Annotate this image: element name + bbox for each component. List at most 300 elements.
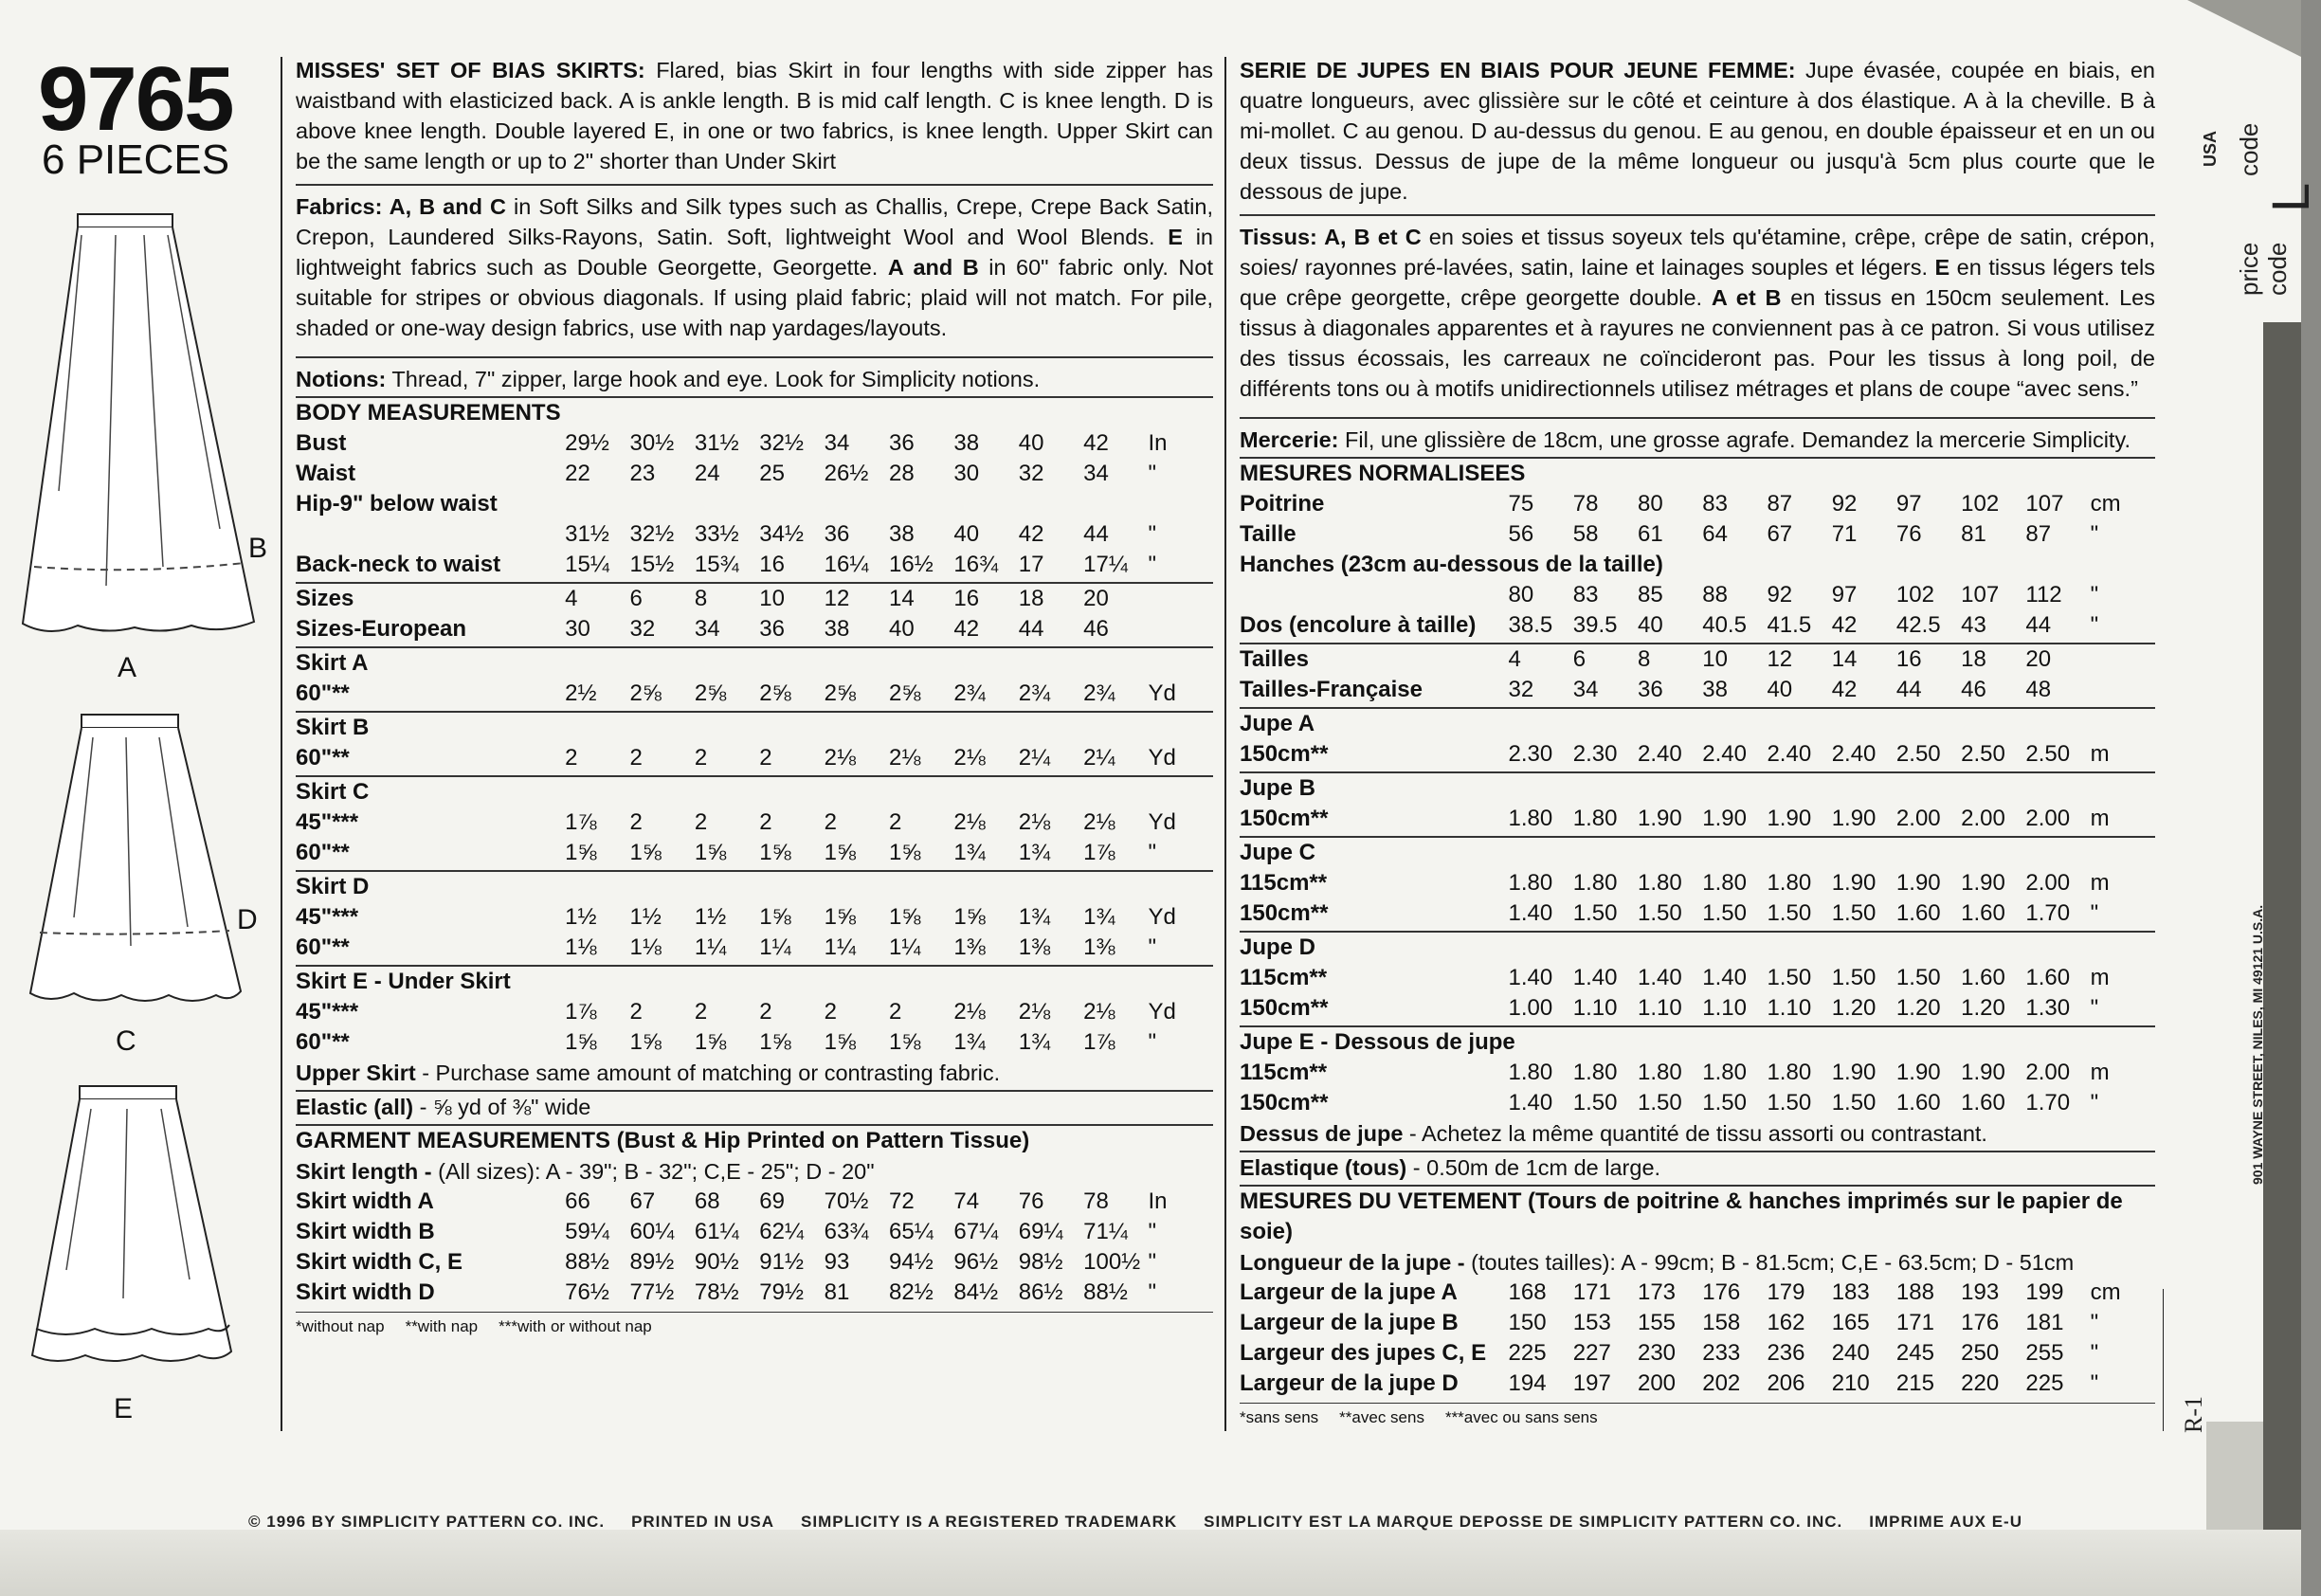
row-value: 1.40	[1508, 900, 1553, 926]
row-value: 2⅛	[1018, 999, 1051, 1025]
measure-row	[296, 838, 1213, 868]
yardage-table	[1240, 739, 2155, 770]
row-label: Taille	[1240, 521, 1296, 547]
row-label: 60"**	[296, 1029, 350, 1055]
row-value: 76½	[565, 1279, 609, 1305]
row-value: 30	[953, 461, 980, 486]
divider-right	[2163, 1289, 2164, 1431]
letter-c: C	[116, 1025, 136, 1057]
row-label: Poitrine	[1240, 491, 1325, 517]
row-value: 93	[824, 1249, 850, 1275]
row-value: 2½	[565, 680, 597, 706]
row-value: 1½	[694, 904, 727, 930]
row-value: 16	[759, 552, 785, 577]
row-value: 38.5	[1508, 612, 1553, 638]
row-value: 1.80	[1767, 1060, 1812, 1085]
measure-row	[1240, 675, 2155, 705]
row-label: Hanches (23cm au-dessous de la taille)	[1240, 552, 1663, 577]
row-value: 1¼	[694, 934, 727, 960]
row-value: 1⅞	[565, 999, 597, 1025]
row-value: 1⅝	[824, 904, 856, 930]
row-value: 255	[2025, 1340, 2064, 1366]
row-value: 1.60	[1961, 900, 2005, 926]
row-value: 2⅛	[1018, 809, 1051, 835]
row-value	[1019, 489, 1083, 519]
row-value: 2⅛	[953, 745, 986, 771]
row-value: 38	[953, 430, 980, 456]
row-value: 112	[2025, 582, 2062, 608]
row-unit: Yd	[1148, 999, 1176, 1025]
row-unit: "	[1148, 552, 1157, 577]
yardage-table	[296, 997, 1213, 1058]
row-value: 4	[565, 586, 578, 611]
yardage-table	[1240, 868, 2155, 929]
row-unit: cm	[2090, 491, 2121, 517]
row-value: 245	[1895, 1340, 1934, 1366]
fabrics-en: Fabrics: A, B and C in Soft Silks and Silk types such as Challis, Crepe, Crepe Back Satin, Crepon, Laundered Silks-Rayons, Satin. Soft, lightweight Wool and Wool Blends. E in lightweight fabrics such as Double Georgette, Georgette. A and B in 60" fabric only. Not suitable for stripes or obvious diagonals. If using plaid fabric; plaid will not match. For pile, shaded or one-way design fabrics, use with nap yardages/layouts.	[296, 194, 1213, 340]
row-value: 162	[1767, 1310, 1805, 1335]
copyright-line: © 1996 BY SIMPLICITY PATTERN CO. INC. PRINTED IN USA SIMPLICITY IS A REGISTERED TRADEMARK SIMPLICITY EST LA MARQUE DEPOSSE DE SIMPLICITY PATTERN CO. INC. IMPRIME AUX E-U	[248, 1513, 2022, 1531]
row-value: 81	[824, 1279, 850, 1305]
row-value: 215	[1895, 1370, 1934, 1396]
yardage-heading: Jupe D	[1240, 934, 1316, 960]
row-unit: m	[2090, 965, 2110, 990]
scan-edge	[2263, 322, 2301, 1596]
row-label: 150cm**	[1240, 806, 1329, 831]
row-value	[695, 489, 759, 519]
measure-row	[296, 1247, 1213, 1278]
row-unit: "	[1148, 1279, 1157, 1305]
nap-footnote-fr: *sans sens **avec sens ***avec ou sans sens	[1240, 1408, 1598, 1426]
row-value: 1.80	[1508, 806, 1553, 831]
row-unit: "	[1148, 521, 1157, 547]
row-value: 1.40	[1637, 965, 1682, 990]
row-label: Skirt width A	[296, 1188, 434, 1214]
row-value: 60¼	[629, 1219, 675, 1244]
row-value: 61¼	[694, 1219, 739, 1244]
row-value: 1¼	[759, 934, 791, 960]
measure-row	[296, 550, 1213, 580]
row-value: 1.80	[1767, 870, 1812, 896]
row-value: 1⅜	[953, 934, 986, 960]
code-label: code	[2235, 122, 2263, 176]
row-label	[1240, 580, 1509, 610]
row-value: 1⅝	[824, 840, 856, 865]
row-value: 1.50	[1702, 1090, 1747, 1115]
row-value: 1.20	[1831, 995, 1877, 1021]
row-value: 32	[1508, 677, 1534, 702]
row-value: 84½	[953, 1279, 999, 1305]
row-value: 194	[1508, 1370, 1547, 1396]
row-value: 40	[1018, 430, 1044, 456]
row-value: 42	[953, 616, 980, 642]
measure-row	[1240, 963, 2155, 993]
row-value: 202	[1702, 1370, 1741, 1396]
measure-row	[296, 902, 1213, 933]
row-value: 1.40	[1702, 965, 1747, 990]
row-value: 28	[889, 461, 915, 486]
row-label: 60"**	[296, 840, 350, 865]
row-value: 1.50	[1572, 1090, 1618, 1115]
row-value: 1.50	[1767, 1090, 1812, 1115]
row-value: 155	[1637, 1310, 1677, 1335]
yardage-table	[296, 679, 1213, 709]
yardage-heading: Skirt C	[296, 779, 370, 805]
row-value: 17¼	[1083, 552, 1128, 577]
row-label: 45"***	[296, 999, 359, 1025]
row-value: 1⅝	[759, 1029, 791, 1055]
row-value: 76	[1895, 521, 1922, 547]
elastic-en: Elastic (all) - ⅝ yd of ⅜" wide	[296, 1095, 591, 1119]
row-value: 10	[759, 586, 785, 611]
row-value: 34	[694, 616, 720, 642]
row-value: 1⅞	[565, 809, 597, 835]
row-value: 15½	[629, 552, 675, 577]
row-value: 2⅝	[824, 680, 856, 706]
row-value: 1.80	[1508, 1060, 1553, 1085]
row-unit	[1149, 584, 1214, 614]
english-column	[296, 55, 1213, 1339]
row-value: 1⅞	[1083, 840, 1115, 865]
row-value: 250	[1961, 1340, 2000, 1366]
row-label: 60"**	[296, 680, 350, 706]
row-value: 1⅝	[953, 904, 986, 930]
row-value: 2¾	[953, 680, 986, 706]
row-label: 115cm**	[1240, 1060, 1328, 1085]
row-value: 1.10	[1767, 995, 1812, 1021]
row-value: 2.40	[1637, 741, 1682, 767]
row-unit: "	[1148, 1029, 1157, 1055]
row-value: 20	[1083, 586, 1109, 611]
row-value: 15¼	[565, 552, 609, 577]
sizes-fr	[1240, 644, 2155, 705]
row-value: 2	[759, 999, 772, 1025]
row-value: 2	[824, 809, 837, 835]
row-value: 2⅝	[694, 680, 727, 706]
row-unit: m	[2090, 1060, 2110, 1085]
nap-footnote-en: *without nap **with nap ***with or without nap	[296, 1317, 652, 1335]
measure-row	[1240, 489, 2155, 519]
row-value: 1¾	[953, 1029, 986, 1055]
row-value: 1.90	[1702, 806, 1747, 831]
letter-d: D	[237, 904, 258, 935]
row-value: 80	[1508, 582, 1534, 608]
row-value: 2	[629, 999, 643, 1025]
row-label: Tailles-Française	[1240, 677, 1423, 702]
body-measurements-en	[296, 428, 1213, 580]
row-unit: "	[2090, 995, 2099, 1021]
skirt-cd-sketch	[27, 709, 245, 1022]
row-value: 91½	[759, 1249, 804, 1275]
row-value: 1.90	[1831, 806, 1877, 831]
measure-row	[1240, 519, 2155, 550]
row-value	[759, 489, 824, 519]
row-unit: Yd	[1148, 680, 1176, 706]
row-value: 12	[824, 586, 850, 611]
garment-measurements-heading-fr: MESURES DU VETEMENT (Tours de poitrine & hanches imprimés sur le papier de soie)	[1240, 1188, 2123, 1244]
row-value: 2¼	[1083, 745, 1115, 771]
measure-row	[1240, 1338, 2155, 1369]
row-value: 1.20	[1895, 995, 1941, 1021]
row-label: 150cm**	[1240, 1090, 1329, 1115]
row-value: 23	[629, 461, 656, 486]
row-value: 32	[629, 616, 656, 642]
row-value: 29½	[565, 430, 609, 456]
skirt-length-fr: Longueur de la jupe - (toutes tailles): A - 99cm; B - 81.5cm; C,E - 63.5cm; D - 51cm	[1240, 1250, 2075, 1275]
row-value: 2¼	[1018, 745, 1051, 771]
row-value: 1.80	[1508, 870, 1553, 896]
row-value: 75	[1508, 491, 1534, 517]
row-value: 76	[1018, 1188, 1044, 1214]
row-value: 67¼	[953, 1219, 999, 1244]
row-value: 227	[1572, 1340, 1611, 1366]
row-value: 2.30	[1572, 741, 1618, 767]
row-value: 83	[1572, 582, 1599, 608]
row-unit: m	[2090, 741, 2110, 767]
row-value: 10	[1702, 646, 1728, 672]
upper-skirt-fr: Dessus de jupe - Achetez la même quantité de tissu assorti ou contrastant.	[1240, 1121, 1987, 1146]
row-value: 44	[1018, 616, 1044, 642]
row-value: 1¾	[953, 840, 986, 865]
measure-row	[296, 933, 1213, 963]
row-value: 1.30	[2025, 995, 2071, 1021]
row-label: 45"***	[296, 809, 359, 835]
row-value: 33½	[694, 521, 739, 547]
row-value: 59¼	[565, 1219, 609, 1244]
row-value: 16	[953, 586, 980, 611]
row-value: 34½	[759, 521, 804, 547]
row-value: 98½	[1018, 1249, 1063, 1275]
row-value: 67	[629, 1188, 656, 1214]
row-value: 40	[1637, 612, 1663, 638]
row-value: 1⅝	[824, 1029, 856, 1055]
row-value: 2.50	[1895, 741, 1941, 767]
measure-row	[1240, 610, 2155, 641]
row-value: 1.50	[1637, 1090, 1682, 1115]
row-value: 240	[1831, 1340, 1870, 1366]
measure-row	[1240, 804, 2155, 834]
row-value: 71¼	[1083, 1219, 1128, 1244]
french-column	[1240, 55, 2155, 1430]
row-label: Largeur de la jupe A	[1240, 1279, 1458, 1305]
measure-row	[296, 743, 1213, 773]
yardage-heading: Jupe A	[1240, 711, 1315, 736]
row-value: 206	[1767, 1370, 1805, 1396]
measure-row	[1240, 1369, 2155, 1399]
row-unit: "	[1148, 1249, 1157, 1275]
row-unit: "	[2090, 1340, 2099, 1366]
elastic-fr: Elastique (tous) - 0.50m de 1cm de large.	[1240, 1155, 1661, 1180]
row-value	[1083, 489, 1148, 519]
row-value: 92	[1767, 582, 1793, 608]
row-value: 2.50	[2025, 741, 2071, 767]
row-value: 83	[1702, 491, 1728, 517]
row-value: 31½	[565, 521, 609, 547]
row-value: 1.60	[1895, 900, 1941, 926]
row-value: 1.90	[1895, 870, 1941, 896]
row-value: 78½	[694, 1279, 739, 1305]
row-value: 1⅝	[889, 1029, 921, 1055]
row-value: 2.00	[1895, 806, 1941, 831]
row-unit: Yd	[1148, 904, 1176, 930]
row-value: 1.50	[1637, 900, 1682, 926]
row-value: 1⅝	[759, 904, 791, 930]
row-value: 2¾	[1018, 680, 1051, 706]
address-text: 901 WAYNE STREET, NILES, MI 49121 U.S.A.	[2250, 904, 2265, 1185]
row-value: 1.50	[1895, 965, 1941, 990]
row-value: 1.10	[1572, 995, 1618, 1021]
row-label: 150cm**	[1240, 741, 1329, 767]
row-value: 2	[759, 745, 772, 771]
row-value: 2⅛	[824, 745, 856, 771]
row-value: 22	[565, 461, 590, 486]
row-value: 40	[953, 521, 980, 547]
measure-row	[296, 1278, 1213, 1308]
row-value: 1.90	[1831, 1060, 1877, 1085]
row-value: 188	[1895, 1279, 1934, 1305]
measure-row	[1240, 580, 2155, 610]
row-value: 1.90	[1961, 1060, 2005, 1085]
row-value: 1.70	[2025, 1090, 2071, 1115]
row-value: 1⅝	[694, 840, 727, 865]
garment-measurements-heading-en: GARMENT MEASUREMENTS (Bust & Hip Printed on Pattern Tissue)	[296, 1128, 1030, 1153]
row-value: 12	[1767, 646, 1793, 672]
row-label: Sizes	[296, 586, 354, 611]
row-value: 1.70	[2025, 900, 2071, 926]
usa-label: USA	[2201, 130, 2220, 167]
measure-row	[296, 679, 1213, 709]
row-value: 78	[1572, 491, 1599, 517]
row-value: 1¾	[1083, 904, 1115, 930]
row-value: 2	[889, 809, 902, 835]
measure-row	[1240, 1308, 2155, 1338]
row-value: 82½	[889, 1279, 934, 1305]
row-value: 1.40	[1572, 965, 1618, 990]
row-value: 2.30	[1508, 741, 1553, 767]
row-value: 62¼	[759, 1219, 804, 1244]
row-value: 168	[1508, 1279, 1547, 1305]
row-value: 16½	[889, 552, 934, 577]
row-value: 25	[759, 461, 785, 486]
row-value: 86½	[1018, 1279, 1063, 1305]
row-value: 16¼	[824, 552, 869, 577]
row-value: 1.60	[1961, 1090, 2005, 1115]
row-value: 81	[1961, 521, 1986, 547]
row-label: Back-neck to waist	[296, 552, 501, 577]
row-unit	[1149, 614, 1214, 644]
row-value: 2⅝	[629, 680, 662, 706]
row-value: 56	[1508, 521, 1534, 547]
row-value: 26½	[824, 461, 869, 486]
row-value: 236	[1767, 1340, 1805, 1366]
description-en: MISSES' SET OF BIAS SKIRTS: Flared, bias Skirt in four lengths with side zipper has waistband with elasticized back. A is ankle length. B is mid calf length. C is knee length. D is above knee length. Double layered E, in one or two fabrics, is knee length. Upper Skirt can be the same length or up to 2" shorter than Under Skirt	[296, 58, 1213, 173]
upper-skirt-en: Upper Skirt - Purchase same amount of matching or contrasting fabric.	[296, 1061, 1001, 1085]
yardage-table	[296, 807, 1213, 868]
row-value: 8	[694, 586, 708, 611]
row-value: 193	[1961, 1279, 2000, 1305]
row-value: 102	[1895, 582, 1934, 608]
row-value: 1⅜	[1018, 934, 1051, 960]
row-value: 2	[889, 999, 902, 1025]
row-value: 2.40	[1702, 741, 1747, 767]
row-value: 1.90	[1767, 806, 1812, 831]
row-unit: Yd	[1148, 745, 1176, 771]
torn-corner	[2187, 0, 2301, 57]
yardage-fr	[1240, 707, 2155, 1118]
measure-row	[1240, 1088, 2155, 1118]
row-value: 85	[1637, 582, 1663, 608]
row-value: 1⅝	[629, 1029, 662, 1055]
row-value: 176	[1702, 1279, 1741, 1305]
row-value: 2.00	[2025, 870, 2071, 896]
row-value: 107	[2025, 491, 2064, 517]
row-value: 225	[1508, 1340, 1547, 1366]
measure-row	[1240, 868, 2155, 898]
row-value: 42	[1083, 430, 1109, 456]
row-unit: "	[1148, 934, 1157, 960]
row-value: 200	[1637, 1370, 1677, 1396]
row-value: 89½	[629, 1249, 675, 1275]
row-value: 2.00	[2025, 1060, 2071, 1085]
row-value: 42	[1831, 677, 1858, 702]
row-value: 2	[694, 745, 708, 771]
notions-en: Notions: Thread, 7" zipper, large hook and eye. Look for Simplicity notions.	[296, 367, 1041, 391]
measure-row	[1240, 644, 2155, 675]
row-value: 17	[1018, 552, 1044, 577]
row-value: 34	[1083, 461, 1109, 486]
row-value: 1.50	[1831, 900, 1877, 926]
row-value: 153	[1572, 1310, 1611, 1335]
row-value: 46	[1083, 616, 1109, 642]
row-value: 179	[1767, 1279, 1805, 1305]
measure-row	[296, 1027, 1213, 1058]
row-value: 24	[694, 461, 720, 486]
row-value: 41.5	[1767, 612, 1812, 638]
skirt-ab-sketch	[21, 207, 258, 643]
row-unit: "	[2090, 612, 2099, 638]
row-unit: Yd	[1148, 809, 1176, 835]
row-value: 1½	[629, 904, 662, 930]
row-value: 39.5	[1572, 612, 1618, 638]
row-value: 46	[1961, 677, 1986, 702]
row-value: 1.50	[1831, 1090, 1877, 1115]
row-value: 225	[2025, 1370, 2064, 1396]
row-unit: "	[1148, 840, 1157, 865]
row-value: 20	[2025, 646, 2052, 672]
measure-row	[296, 997, 1213, 1027]
yardage-heading: Skirt B	[296, 715, 370, 740]
fabrics-fr: Tissus: A, B et C en soies et tissus soyeux tels qu'étamine, crêpe, crêpe de satin, crépon, soies/ rayonnes pré-lavées, satin, laine et lainages souples et légers. E en tissus légers tels que crêpe georgette, crêpe georgette double. A et B en tissus en 150cm seulement. Les tissus à diagonales apparentes et à rayures ne conviennent pas à ce patron. Si vous utilisez des tissus écossais, les carreaux ne coïncideront pas. Pour les tissus à long poil, de différents tons ou à motifs unidirectionnels utilisez métrages et plans de coupe “avec sens.”	[1240, 225, 2155, 401]
row-value: 1.00	[1508, 995, 1553, 1021]
measure-row	[1240, 1058, 2155, 1088]
bottom-strip	[0, 1530, 2301, 1596]
row-value: 36	[1637, 677, 1663, 702]
yardage-table	[296, 902, 1213, 963]
yardage-table	[296, 743, 1213, 773]
letter-a: A	[118, 652, 137, 683]
row-value: 68	[694, 1188, 720, 1214]
row-value: 44	[1895, 677, 1922, 702]
row-value: 71	[1831, 521, 1858, 547]
yardage-heading: Skirt E - Under Skirt	[296, 969, 511, 994]
skirt-e-sketch	[28, 1080, 237, 1384]
row-value: 1.50	[1702, 900, 1747, 926]
row-value: 1.80	[1702, 1060, 1747, 1085]
row-value: 2	[629, 809, 643, 835]
row-value: 30	[565, 616, 590, 642]
measure-row	[296, 1217, 1213, 1247]
row-value: 1.80	[1637, 1060, 1682, 1085]
